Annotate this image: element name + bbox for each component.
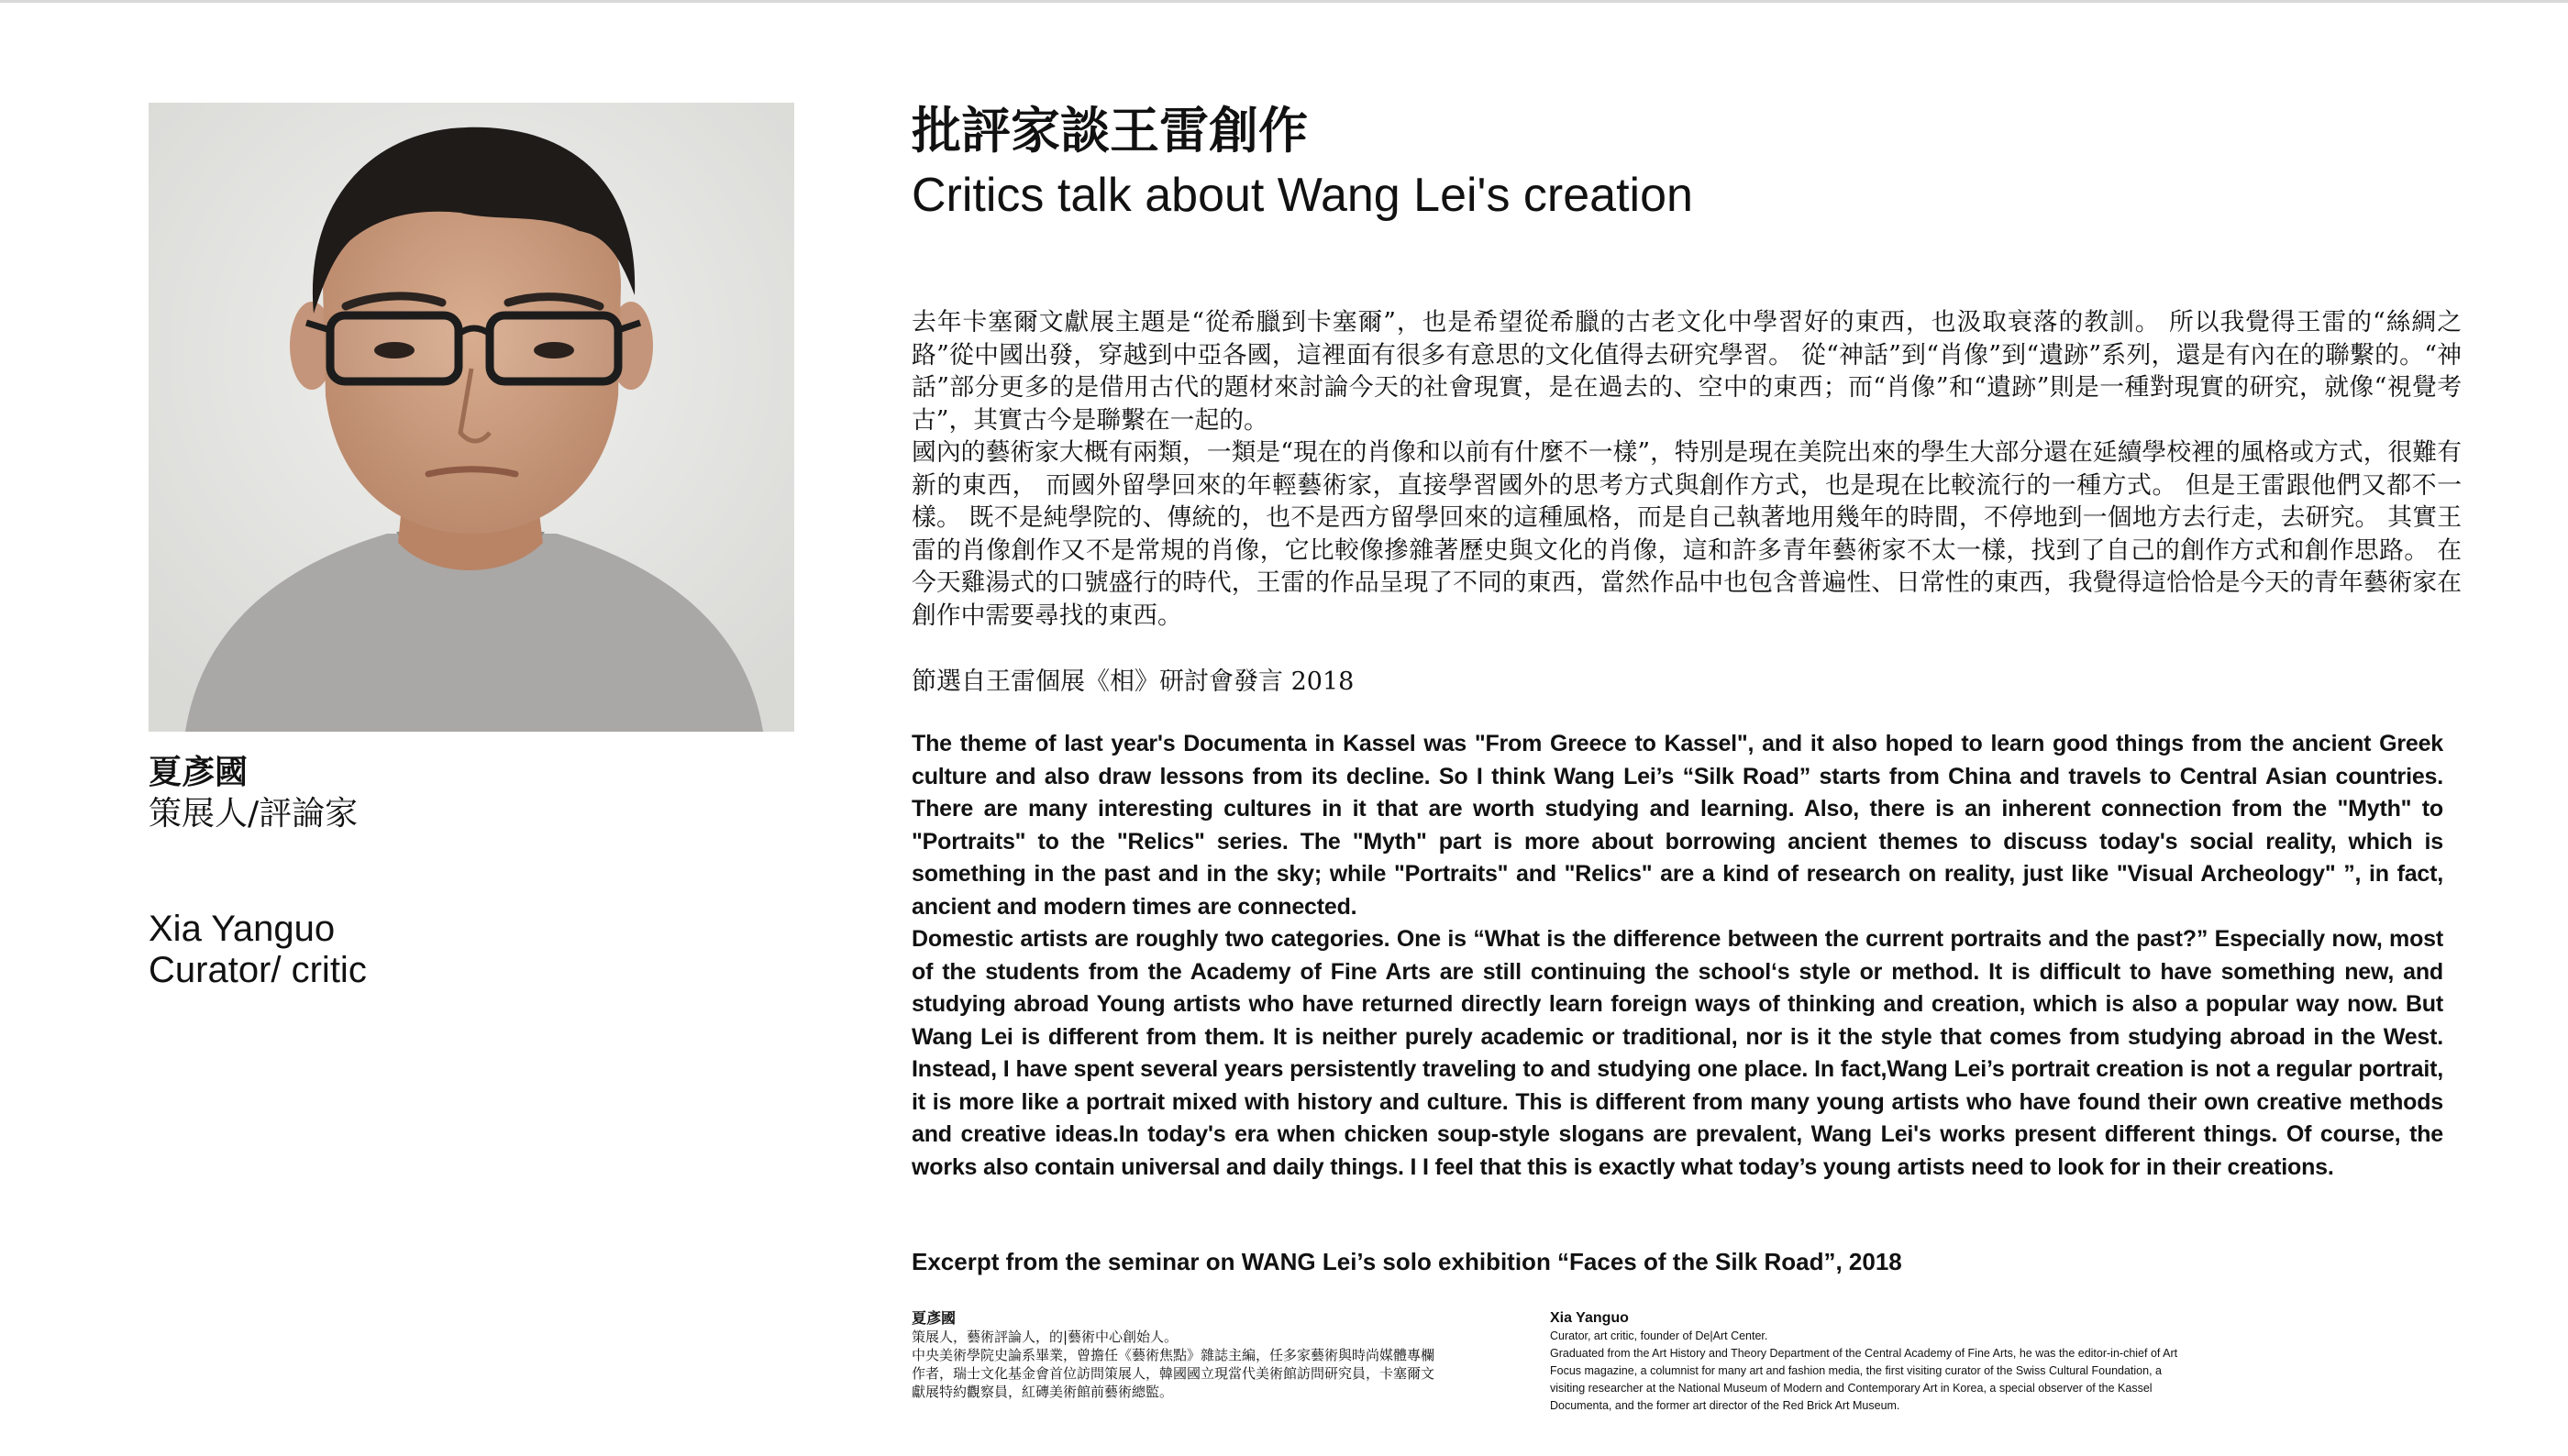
body-en-paragraph-2: Domestic artists are roughly two categories. One is “What is the difference between the current portraits and the past?” Especially now, most of the students from the Academy of Fine Arts are still continuing the school‘s style or method. It is difficult to have something new, and studying abroad Young artists who have returned directly learn foreign ways of thinking and creation, which is also a popular way now. But Wang Lei is different from them. It is neither purely academic or traditional, nor is it the style that comes from studying abroad in the West. Instead, I have spent several years persistently traveling to and studying one place. In fact,Wang Lei’s portrait creation is not a regular portrait, it is more like a portrait mixed with history and culture. This is different from many young artists who have found their own creative methods and creative ideas.In today's era when chicken soup-style slogans are prevalent, Wang Lei's works present different things. Of course, the works also contain universal and daily things. I I feel that this is exactly what today’s young artists need to look for in their creations.	[912, 926, 2443, 1180]
profile-name-en: Xia Yanguo	[149, 909, 336, 949]
bio-en-line-1: Curator, art critic, founder of De|Art Center.	[1550, 1329, 1768, 1342]
body-en-paragraph-1: The theme of last year's Documenta in Kassel was "From Greece to Kassel", and it also hoped to learn good things from the ancient Greek culture and also draw lessons from its decline. So I think Wang Lei’s “Silk Road” starts from China and travels to Central Asian countries. There are many interesting cultures in it that are worth studying and learning. Also, there is an inherent connection from the "Myth" to "Portraits" to the "Relics" series. The "Myth" part is more about borrowing ancient themes to discuss today's social reality, which is something in the past and in the sky; while "Portraits" and "Relics" are a kind of research on reality, just like "Visual Archeology" ”, in fact, ancient and modern times are connected.	[912, 731, 2443, 920]
profile-role-en: Curator/ critic	[149, 950, 367, 990]
bio-en	[1550, 1309, 2192, 1415]
portrait-photo	[149, 103, 794, 732]
profile-role-zh: 策展人/評論家	[149, 795, 359, 833]
source-note-zh: 節選自王雷個展《相》研討會發言 2018	[912, 667, 1355, 696]
bio-en-name: Xia Yanguo	[1550, 1310, 1629, 1326]
body-zh-paragraph-1: 去年卡塞爾文獻展主題是“從希臘到卡塞爾”，也是希望從希臘的古老文化中學習好的東西，也汲取衰落的教訓。 所以我覺得王雷的“絲綢之路”從中國出發，穿越到中亞各國，這裡面有很多有意思的文化值得去研究學習。 從“神話”到“肖像”到“遺跡”系列，還是有內在的聯繫的。“神話”部分更多的是借用古代的題材來討論今天的社會現實，是在過去的、空中的東西；而“肖像”和“遺跡”則是一種對現實的研究，就像“視覺考古”，其實古今是聯繫在一起的。	[912, 308, 2462, 435]
page-title-zh: 批評家談王雷創作	[912, 102, 1308, 160]
page-title-en: Critics talk about Wang Lei's creation	[912, 169, 1693, 222]
body-text-zh	[912, 306, 2462, 632]
top-divider	[0, 0, 2568, 3]
bio-zh-line-1: 策展人，藝術評論人，的|藝術中心創始人。	[912, 1329, 1179, 1345]
bio-zh	[912, 1309, 1444, 1401]
body-zh-paragraph-2: 國內的藝術家大概有兩類，一類是“現在的肖像和以前有什麼不一樣”，特別是現在美院出來的學生大部分還在延續學校裡的風格或方式，很難有新的東西， 而國外留學回來的年輕藝術家，直接學習國外的思考方式與創作方式，也是現在比較流行的一種方式。 但是王雷跟他們又都不一樣。 既不是純學院的、傳統的，也不是西方留學回來的這種風格，而是自己執著地用幾年的時間，不停地到一個地方去行走，去研究。 其實王雷的肖像創作又不是常規的肖像，它比較像摻雜著歷史與文化的肖像，這和許多青年藝術家不太一樣，找到了自己的創作方式和創作思路。 在今天雞湯式的口號盛行的時代，王雷的作品呈現了不同的東西，當然作品中也包含普遍性、日常性的東西，我覺得這恰恰是今天的青年藝術家在創作中需要尋找的東西。	[912, 438, 2462, 630]
profile-name-zh: 夏彥國	[149, 754, 249, 791]
bio-zh-line-2: 中央美術學院史論系畢業，曾擔任《藝術焦點》雜誌主編，任多家藝術與時尚媒體專欄作者，瑞士文化基金會首位訪問策展人，韓國國立現當代美術館訪問研究員，卡塞爾文獻展特約觀察員，紅磚美術館前藝術總監。	[912, 1347, 1435, 1400]
bio-zh-name: 夏彥國	[912, 1309, 957, 1327]
excerpt-note-en: Excerpt from the seminar on WANG Lei’s solo exhibition “Faces of the Silk Road”, 2018	[912, 1248, 1902, 1275]
body-text-en	[912, 728, 2443, 1184]
bio-en-line-2: Graduated from the Art History and Theory Department of the Central Academy of Fine Arts, he was the editor-in-chief of Art Focus magazine, a columnist for many art and fashion media, the first visiting curator of the Swiss Cultural Foundation, a visiting researcher at the National Museum of Modern and Contemporary Art in Korea, a special observer of the Kassel Documenta, and the former art director of the Red Brick Art Museum.	[1550, 1347, 2178, 1412]
